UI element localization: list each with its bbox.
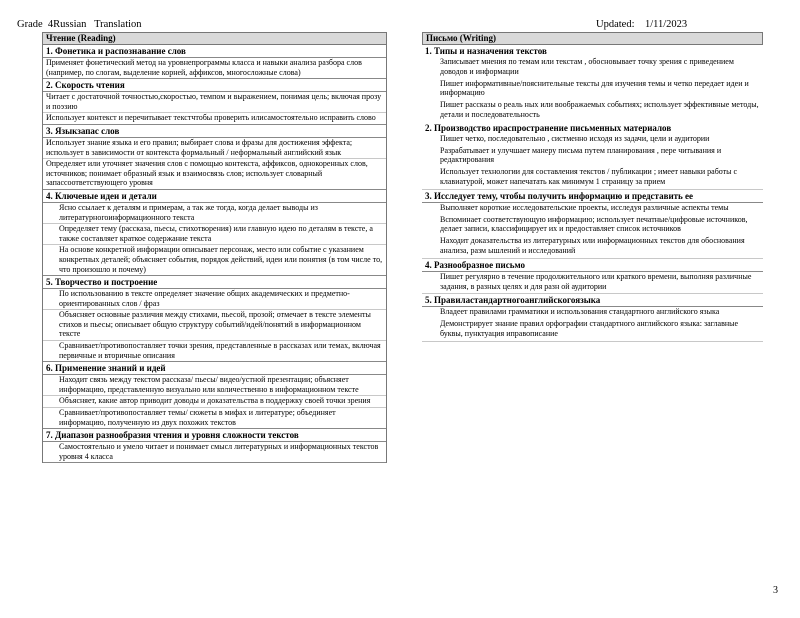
writing-section-title: 4. Разнообразное письмо [422,259,763,272]
reading-section-title: 7. Диапазон разнообразия чтения и уровня сложности текстов [43,429,386,442]
reading-section-title: 2. Скорость чтения [43,79,386,92]
writing-item: Разрабатывает и улучшает манеру письма путем планирования , пере читывания и редактирования [440,145,722,165]
reading-item: Находит связь между текстом рассказа/ пьесы/ видео/устной презентации; объясняет информацию, представленную визуально или количественно в информационном тексте [43,375,386,396]
page-number: 3 [773,585,778,596]
reading-item: По использованию в тексте определяет значение общих академических и предметно-ориентированных слов / фраз [43,289,386,310]
reading-item: Сравнивает/противопоставляет точки зрения, представленные в рассказах или темах, включая первичные и вторичные описания [43,341,386,362]
writing-item: Выполняет короткие исследовательские проекты, исследуя различные аспекты темы [440,202,729,212]
writing-item: Записывает мнения по темам или текстам , обосновывает точку зрения с приведением доводов и информации [440,57,734,76]
reading-item: Определяет или уточняет значения слов с помощью контекста, аффиксов, однокоренных слов, источников; понимает образный язык и взаимосвязь слов; использует словарный запассоответствующего уровня [43,159,386,190]
reading-item: Самостоятельно и умело читает и понимает смысл литературных и информационных текстов уровня 4 класса [43,442,386,463]
writing-item: Пишет четко, последовательно , систменно исходя из задачи, цели и аудитории [440,133,710,143]
reading-item: Ясно ссылает к деталям и примерам, а так же тогда, когда делает выводы из литературногоинформационного текста [43,203,386,224]
writing-item: Демонстрирует знание правил орфографии стандартного английского языка: заглавные буквы, пунктуация иправописание [422,319,763,342]
writing-item: Использует технологии для составления текстов / публикации ; имеет навыки работы с клавиатурой, может напечатать как минимум 1 страницу за прием [422,167,763,190]
reading-item: На основе конкретной информации описывает персонаж, место или событие с указанием конкретных деталей; объясняет события, порядок действий, идеи или понятия (в том числе то, что произошло и почему) [43,245,386,276]
reading-section-title: 5. Творчество и построение [43,276,386,289]
reading-column [42,32,387,463]
header-grade-title: Grade 4Russian Translation [17,19,142,30]
reading-section-title: 3. Языкзапас слов [43,125,386,138]
writing-section-title: 2. Производство ираспространение письменных материалов [425,122,672,133]
writing-item: Вспоминает соответствующую информацию; использует печатные/цифровые источников, делает записи, классифицирует их и предоставляет список источников [440,214,748,234]
reading-item: Определяет тему (рассказа, пьесы, стихотворения) или главную идею по деталям в тексте, а также составляет краткое содержание текста [43,224,386,245]
reading-item: Применяет фонетический метод на уровнепрограммы класса и навыки анализа разбора слов (например, по слогам, выделение корней, аффиксов, многосложные слова) [43,58,386,79]
writing-item: Пишет информативные/пояснительные тексты для изучения темы и четко передает идеи и информацию [440,78,749,98]
reading-table [42,45,387,463]
reading-item: Использует контекст и перечитывает текстчтобы проверить илисамостоятельно исправить слово [43,113,386,125]
writing-item: Пишет регулярно в течение продолжительного или краткого времени, выполняя различные задания, в разных целях и для разн ой аудитории [422,272,763,295]
reading-section-title: 1. Фонетика и распознавание слов [43,45,386,58]
reading-item: Читает с достаточной точностью,скоростью, темпом и выражением, понимая цель; включая прозу и поэзию [43,92,386,113]
reading-item: Использует знание языка и его правил; выбирает слова и фразы для достижения эффекта; использует в зависимости от контекста формальный / неформальный английский язык [43,138,386,159]
writing-heading: Письмо (Writing) [422,32,763,45]
writing-column [422,32,763,342]
reading-item: Сравнивает/противопоставляет темы/ сюжеты в мифах и литературе; объединяет информацию, полученную из двух похожих текстов [43,408,386,429]
writing-section-title: 3. Исследует тему, чтобы получить информацию и представить ее [422,190,763,203]
reading-section-title: 4. Ключевые идеи и детали [43,190,386,203]
writing-section-title: 5. Правилаcтандартногоанглийскогоязыка [422,294,763,307]
reading-heading: Чтение (Reading) [42,32,387,45]
writing-item: Находит доказательства из литературных или информационных текстов для обоснования анализа, разм ышлений и исследований [422,236,763,259]
reading-item: Объясняет, какие автор приводит доводы и доказательства в поддержку своей точки зрения [43,396,386,408]
writing-section-title: 1. Типы и назначения текстов [425,46,547,56]
reading-item: Объясняет основные различия между стихами, пьесой, прозой; отмечает в тексте элементы стихов и пьесы; описывает общую структуру событий/идей/понятий в информационном тексте [43,310,386,341]
writing-item: Пишет рассказы о реаль ных или воображаемых событиях; использует эффективные методы, детали и последовательность [440,100,759,119]
header-updated-date: Updated: 1/11/2023 [596,19,688,30]
writing-item: Владеет правилами грамматики и использования стандартного английского языка [440,307,720,317]
reading-section-title: 6. Применение знаний и идей [43,362,386,375]
